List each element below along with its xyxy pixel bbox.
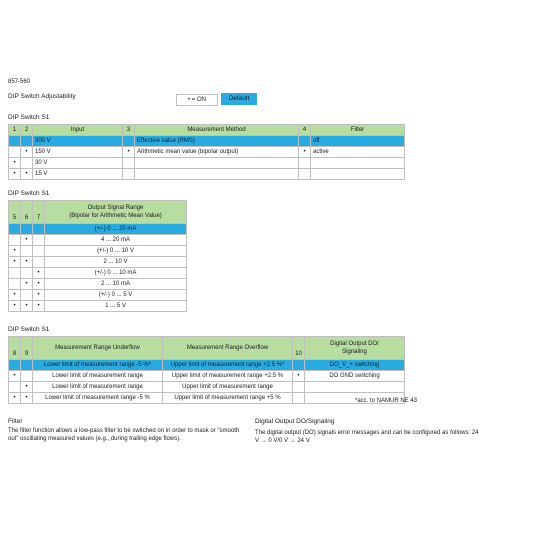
t3-h4: 10: [293, 337, 305, 360]
model-number: 857-560: [8, 79, 31, 85]
table-row: • • 2 ... 10 V: [9, 257, 187, 268]
t1-h1: 2: [21, 125, 33, 136]
legend-on: • = ON: [176, 94, 218, 106]
t3-h3: Measurement Range Overflow: [163, 337, 293, 360]
table-row: • 30 V: [9, 158, 405, 169]
t2-h0: 5: [9, 201, 21, 224]
table-row: • (+/-) 0 ... 10 V: [9, 246, 187, 257]
filter-note-title: Filter: [8, 418, 23, 425]
t1-h2: Input: [33, 125, 123, 136]
table-row: • • Lower limit of measurement range -5 % Upper limit of measurement range +5 %: [9, 393, 405, 404]
table-row: 300 V Effective value (RMS) off: [9, 136, 405, 147]
table-row: (+/-) 0 ... 20 mA: [9, 224, 187, 235]
t1-h0: 1: [9, 125, 21, 136]
table-row: • 150 V • Arithmetic mean value (bipolar output) • active: [9, 147, 405, 158]
table-row: • 4 ... 20 mA: [9, 235, 187, 246]
table-row: • Lower limit of measurement range Upper limit of measurement range: [9, 382, 405, 393]
table1-header: [9, 125, 405, 136]
table-row: Lower limit of measurement range -5 %* Upper limit of measurement range +2.5 %* DO_V_+ switching: [9, 360, 405, 371]
legend-default: Default: [221, 93, 257, 105]
t3-h1: 9: [21, 337, 33, 360]
table-row: • • (+/-) 0 ... 5 V: [9, 290, 187, 301]
t1-h6: Filter: [311, 125, 405, 136]
table2-header: [9, 201, 187, 224]
table-row: • • 15 V: [9, 169, 405, 180]
do-note-text: The digital output (DO) signals error messages and can be configured as follows: 24 V → 0 V/0 V → 24 V.: [255, 430, 479, 444]
t3-h0: 8: [9, 337, 21, 360]
t3-h5: Digital Output DO/ Signaling: [305, 337, 405, 360]
t3-h2: Measurement Range Underflow: [33, 337, 163, 360]
filter-note-text: The filter function allows a low-pass filter to be switched on in order to mask or "smooth out" oscillating measured values (e.g., during trailing edge flows).: [8, 428, 240, 442]
do-note-title: Digital Output DO/Signaling: [255, 418, 335, 425]
table-row: • • • 1 ... 5 V: [9, 301, 187, 312]
table1-label: DIP Switch S1: [8, 114, 50, 121]
namur-footnote: *acc. to NAMUR NE 43: [355, 398, 418, 404]
t2-h3: Output Signal Range (Bipolar for Arithmetic Mean Value): [45, 201, 187, 224]
table3-label: DIP Switch S1: [8, 326, 50, 333]
table3: [8, 336, 405, 404]
table-row: • Lower limit of measurement range Upper limit of measurement range +2.5 % • DO GND switching: [9, 371, 405, 382]
t2-h2: 7: [33, 201, 45, 224]
table3-header: [9, 337, 405, 360]
table2: [8, 200, 187, 312]
table2-label: DIP Switch S1: [8, 190, 50, 197]
section-title: DIP Switch Adjustability: [8, 93, 76, 100]
t1-h4: Measurement Method: [135, 125, 299, 136]
table1: [8, 124, 405, 180]
t1-h3: 3: [123, 125, 135, 136]
table-row: • (+/-) 0 ... 10 mA: [9, 268, 187, 279]
t2-h1: 6: [21, 201, 33, 224]
t1-h5: 4: [299, 125, 311, 136]
table-row: • • 2 ... 10 mA: [9, 279, 187, 290]
